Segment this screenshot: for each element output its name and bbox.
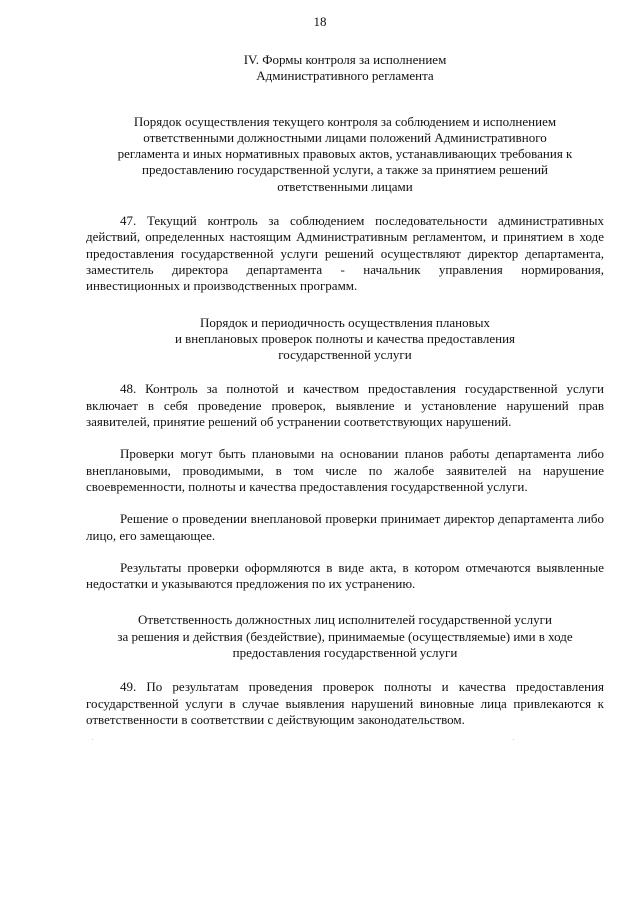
page-number: 18 xyxy=(313,14,327,29)
paragraph-48: 48. Контроль за полнотой и качеством предоставления государственной услуги включает в себя проведение проверок, выявление и установление нарушений прав заявителей, принятие решений об устранении соответствующих нарушений. xyxy=(86,381,604,430)
section-title xyxy=(86,52,604,85)
page-content xyxy=(86,52,604,744)
scan-speck xyxy=(92,739,93,740)
paragraph-inspection-results: Результаты проверки оформляются в виде акта, в котором отмечаются выявленные недостатки и указываются предложения по их устранению. xyxy=(86,559,604,592)
subheading-line: регламента и иных нормативных правовых актов, устанавливающих требования к xyxy=(117,146,573,162)
scan-speck xyxy=(513,739,514,740)
subheading-line: предоставления государственной услуги xyxy=(232,645,458,661)
subheading-line: и внеплановых проверок полноты и качества предоставления xyxy=(174,330,516,346)
subheading-inspections xyxy=(86,315,604,364)
section-title-line: IV. Формы контроля за исполнением xyxy=(243,52,447,67)
subheading-line: Порядок и периодичность осуществления плановых xyxy=(200,314,490,330)
subheading-line: за решения и действия (бездействие), принимаемые (осуществляемые) ими в ходе xyxy=(117,628,573,644)
subheading-line: Ответственность должностных лиц исполнителей государственной услуги xyxy=(138,612,552,628)
subheading-responsibility xyxy=(86,612,604,661)
section-title-line: Административного регламента xyxy=(256,68,434,84)
subheading-line: ответственными лицами xyxy=(277,178,413,194)
paragraph-49: 49. По результатам проведения проверок полноты и качества предоставления государственной услуги в случае выявления нарушений виновные лица привлекаются к ответственности в соответствии с действующим законодательством. xyxy=(86,679,604,727)
paragraph-inspection-types: Проверки могут быть плановыми на основании планов работы департамента либо внеплановыми, проводимыми, в том числе по жалобе заявителей на нарушение своевременности, полноты и качества предоставления государственной услуги. xyxy=(86,446,604,494)
paragraph-unscheduled-decision: Решение о проведении внеплановой проверки принимает директор департамента либо лицо, его замещающее. xyxy=(86,511,604,543)
subheading-line: Порядок осуществления текущего контроля за соблюдением и исполнением xyxy=(133,113,557,129)
subheading-current-control xyxy=(86,114,604,195)
paragraph-47: 47. Текущий контроль за соблюдением последовательности административных действий, определенных настоящим Административным регламентом, и принятием в ходе предоставления государственной услуги решений осуществляют директор департамента, заместитель директора департамента - начальник управления нормирования, инвестиционных и производственных программ. xyxy=(86,213,604,294)
subheading-line: государственной услуги xyxy=(278,347,412,363)
subheading-line: ответственными должностными лицами положений Административного xyxy=(143,129,547,145)
subheading-line: предоставлению государственной услуги, а также за принятием решений xyxy=(141,162,548,178)
